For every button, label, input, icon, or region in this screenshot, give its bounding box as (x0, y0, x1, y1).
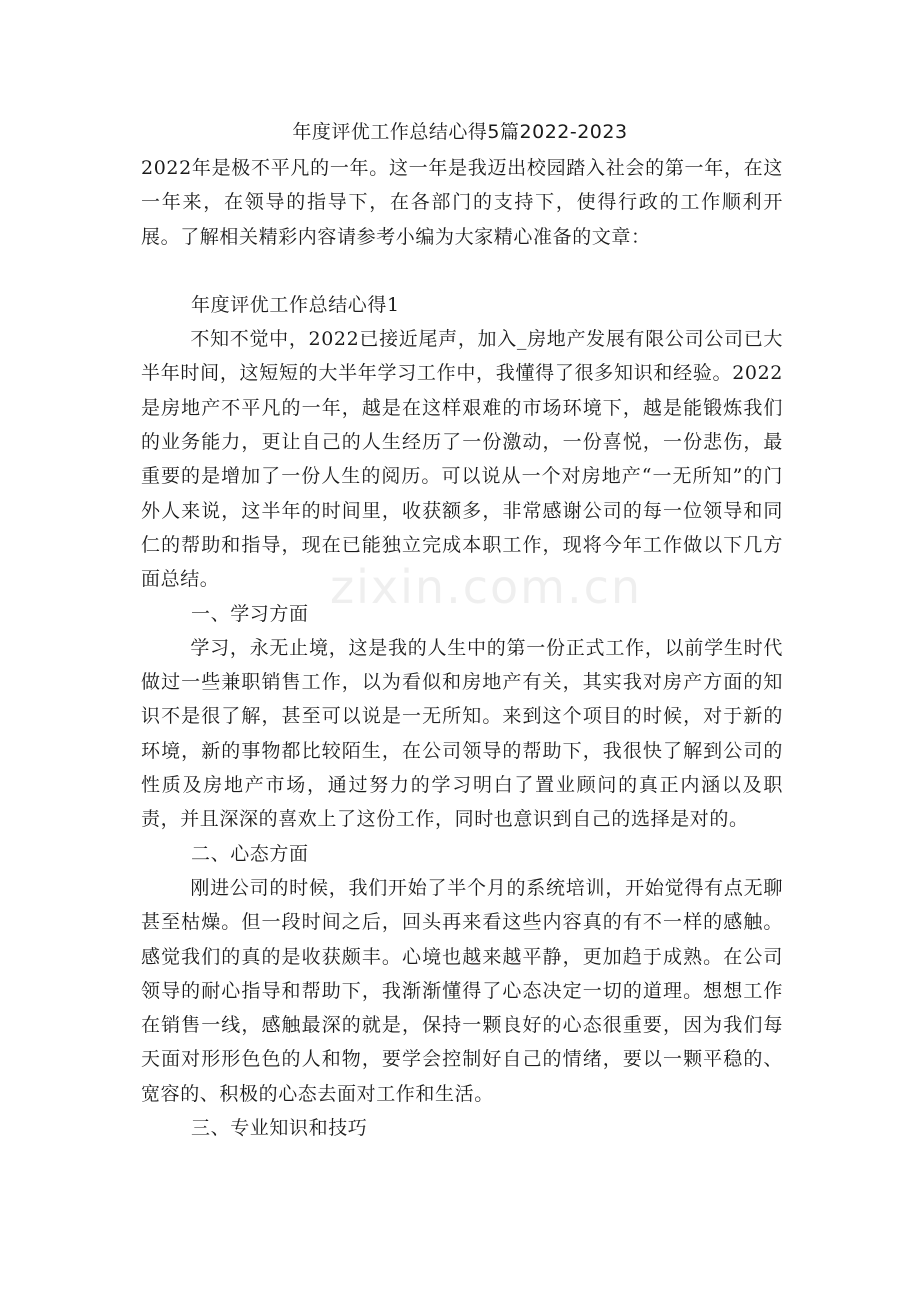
paragraph-1: 不知不觉中，2022已接近尾声，加入_房地产发展有限公司公司已大半年时间，这短短的大半年学习工作中，我懂得了很多知识和经验。2022是房地产不平凡的一年，越是在这样艰难的市场环境下，越是能锻炼我们的业务能力，更让自己的人生经历了一份激动，一份喜悦，一份悲伤，最重要的是增加了一份人生的阅历。可以说从一个对房地产“一无所知”的门外人来说，这半年的时间里，收获额多，非常感谢公司的每一位领导和同仁的帮助和指导，现在已能独立完成本职工作，现将今年工作做以下几方面总结。 (141, 328, 783, 591)
section-title: 年度评优工作总结心得1 (191, 293, 400, 316)
paragraph-3: 刚进公司的时候，我们开始了半个月的系统培训，开始觉得有点无聊甚至枯燥。但一段时间之后，回头再来看这些内容真的有不一样的感触。感觉我们的真的是收获颇丰。心境也越来越平静，更加趋于成熟。在公司领导的耐心指导和帮助下，我渐渐懂得了心态决定一切的道理。想想工作在销售一线，感触最深的就是，保持一颗良好的心态很重要，因为我们每天面对形形色色的人和物，要学会控制好自己的情绪，要以一颗平稳的、宽容的、积极的心态去面对工作和生活。 (141, 876, 783, 1105)
document-body (141, 151, 783, 1145)
paragraph-gap (141, 254, 783, 288)
heading-study: 一、学习方面 (191, 602, 309, 625)
heading-mindset: 二、心态方面 (191, 842, 309, 865)
heading-skills: 三、专业知识和技巧 (191, 1117, 368, 1140)
paragraph-2: 学习，永无止境，这是我的人生中的第一份正式工作，以前学生时代做过一些兼职销售工作，以为看似和房地产有关，其实我对房产方面的知识不是很了解，甚至可以说是一无所知。来到这个项目的时候，对于新的环境，新的事物都比较陌生，在公司领导的帮助下，我很快了解到公司的性质及房地产市场，通过努力的学习明白了置业顾问的真正内涵以及职责，并且深深的喜欢上了这份工作，同时也意识到自己的选择是对的。 (141, 636, 783, 831)
watermark-logo: zixin.com.cn (330, 560, 643, 614)
document-title: 年度评优工作总结心得5篇2022-2023 (292, 121, 628, 143)
intro-paragraph: 2022年是极不平凡的一年。这一年是我迈出校园踏入社会的第一年，在这一年来，在领导的指导下，在各部门的支持下，使得行政的工作顺利开展。了解相关精彩内容请参考小编为大家精心准备的文章： (141, 157, 783, 248)
